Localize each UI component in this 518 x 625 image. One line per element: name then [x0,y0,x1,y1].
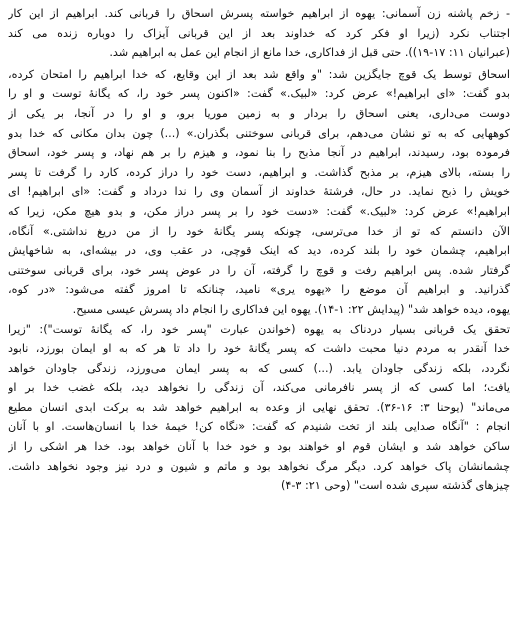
text-line: ساکن خواهد شد و ایشان قوم او خواهند بود و خود خدا با آنان خواهد بود. خدا هر اشکی را از [8,440,510,454]
text-line: اجتناب نکرد (زیرا او فکر کرد که خداوند بعد از این قربانی آیزاک را دوباره زنده می کند [8,26,510,40]
paragraph-abraham-test [8,4,510,63]
text-line: دوست می‌داری، یعنی اسحاق را بردار و به زمین موریا برو، و او را در آنجا، بر یکی از [8,106,510,120]
text-line: گذرانید. و ابراهیم آن موضع را «یهوه یری» نامید، چنانکه تا امروز گفته می‌شود: «در کوه، [8,283,510,297]
text-line: کوههایی که به تو نشان می‌دهم، برای قربانی سوختنی بگذران.» (...) چون بدان مکانی که خدا بدو [8,126,510,140]
text-line: انجام : "آنگاه صدایی بلند از تخت شنیدم که گفت: «نگاه کن! خیمهٔ خدا با انسان‌هاست. او با آنان [8,420,510,434]
text-line: می‌ماند" (یوحنا ۳: ۱۶-۳۶). تحقق نهایی از وعده به ابراهیم خواهد شد به برکت ابدی انسان مطیع [8,400,510,414]
text-line: الآن دانستم که تو از خدا می‌ترسی، چونکه پسر یگانهٔ خود را از من دریغ نداشتی.» آنگاه، [8,224,510,238]
text-line: تحقق یک قربانی بسیار دردناک به یهوه (خواندن عبارت "پسر خود را، که یگانهٔ توست"): "زیرا [8,322,510,336]
text-line: فرموده بود، رسیدند، ابراهیم در آنجا مذبح را بنا نمود، و هیزم را بر هم نهاد، و پسر خود، اسحاق [8,146,510,160]
text-line: خدا آنقدر به مردم دنیا محبت داشت که پسر یگانهٔ خود را داد تا هر که به او ایمان بورزد، نابود [8,342,510,356]
text-line: نگردد، بلکه زندگی جاودان یابد. (...) کسی که به پسر ایمان می‌ورزد، زندگی جاودان خواهد [8,361,510,375]
text-line: چشمانشان پاک خواهد کرد. دیگر مرگ نخواهد بود و ماتم و شیون و درد نیز وجود نخواهد داشت. [8,459,510,473]
text-line: ابراهیم، چشمان خود را بلند کرده، دید که اینک قوچی، در عقب وی، در بیشه‌ای، به شاخهایش [8,244,510,258]
text-line: بدو گفت: «ای ابراهیم!» عرض کرد: «لبیک.» گفت: «اکنون پسر خود را، که یگانهٔ توست و او را [8,87,510,101]
text-line: را بسته، بالای هیزم، بر مذبح گذاشت. و ابراهیم، دست خود را دراز کرده، کارد را گرفت تا پسر [8,165,510,179]
text-line: خویش را ذبح نماید. در حال، فرشتهٔ خداوند از آسمان وی را ندا درداد و گفت: «ای ابراهیم! ای [8,185,510,199]
text-line: چیزهای گذشته سپری شده است" (وحی ۲۱: ۳-۴) [280,479,510,493]
text-line: یافت؛ اما کسی که از پسر نافرمانی می‌کند، آن زندگی را نخواهد دید، بلکه غضب خدا بر او [8,381,510,395]
paragraph-genesis-quote [8,65,510,320]
text-line: - زخم پاشنه زن آسمانی: یهوه از ابراهیم خواسته پسرش اسحاق را قربانی کند. ابراهیم از این کار [8,7,510,20]
text-line: اسحاق توسط یک قوچ جایگزین شد: "و واقع شد بعد از این وقایع، که خدا ابراهیم را امتحان کرده، [8,67,510,81]
text-line: گرفتار شده. پس ابراهیم رفت و قوچ را گرفته، آن را در عوض پسر خود، برای قربانی سوختنی [8,263,510,277]
text-line: ابراهیم!» عرض کرد: «لبیک.» گفت: «دست خود را بر پسر دراز مکن، و بدو هیچ مکن، زیرا که [8,204,510,218]
paragraph-fulfillment [8,320,510,496]
text-line: (عبرانیان ۱۱: ۱۷-۱۹)). حتی قبل از فداکاری، خدا مانع از انجام این عمل به ابراهیم شد. [109,46,510,60]
text-line: یهوه، دیده خواهد شد" (پیدایش ۲۲: ۱-۱۴). یهوه این فداکاری را انجام داد پسرش عیسی مسیح. [72,302,510,316]
